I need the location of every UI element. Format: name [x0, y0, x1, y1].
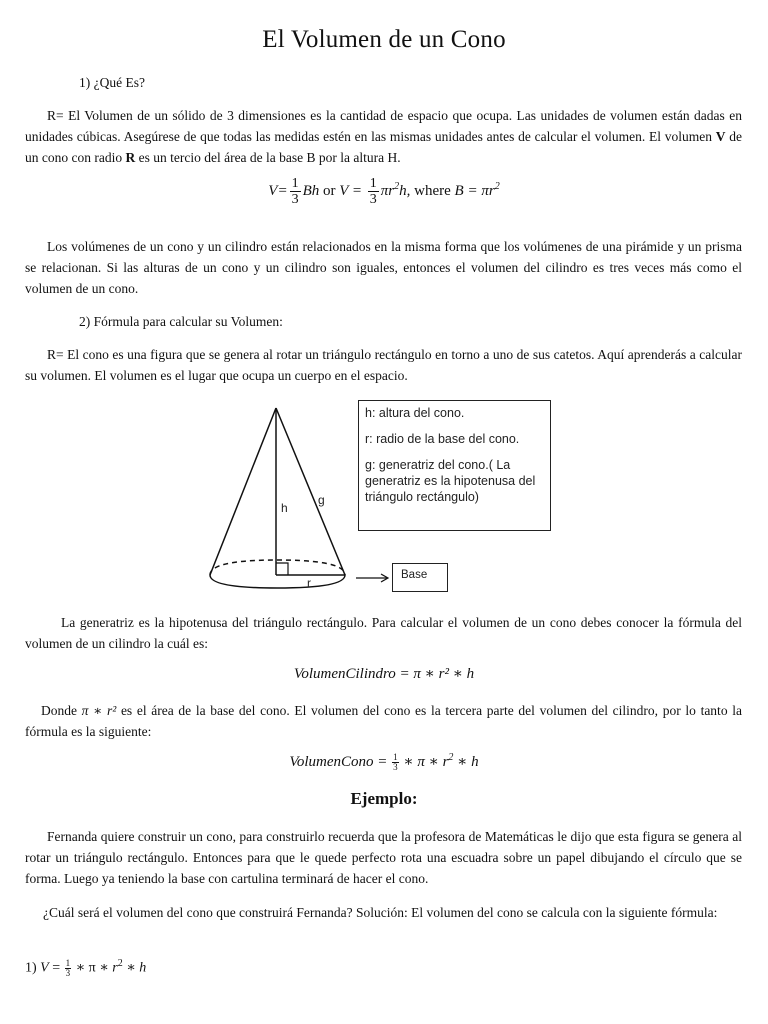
paragraph-generatrix: La generatriz es la hipotenusa del triángulo rectángulo. Para calcular el volumen de un cono debes conocer la fórmula del volumen de un cilindro la cuál es:	[25, 615, 742, 651]
paragraph-definition: R= El Volumen de un sólido de 3 dimensiones es la cantidad de espacio que ocupa. Las unidades de volumen están dadas en unidades cúbicas. Asegúrese de que todas las medidas estén en las mismas unidades antes de calcular el volumen. El volumen V de un cono con radio R es un tercio del área de la base B por la altura H.	[25, 108, 742, 165]
section-heading-que-es: 1) ¿Qué Es?	[79, 75, 145, 90]
paragraph-base-area: Donde π ∗ r² es el área de la base del cono. El volumen del cono es la tercera parte del volumen del cilindro, por lo tanto la fórmula es la siguiente:	[25, 703, 742, 739]
paragraph-cone-cylinder: Los volúmenes de un cono y un cilindro están relacionados en la misma forma que los volúmenes de una pirámide y un prisma se relacionan. Si las alturas de un cono y un cilindro son iguales, entonces el volumen del cilindro es tres veces más como el volumen de un cono.	[25, 239, 742, 296]
formula-volume-cylinder: VolumenCilindro = π ∗ r² ∗ h	[293, 666, 475, 682]
page-title: El Volumen de un Cono	[262, 26, 506, 53]
base-label-box: Base	[392, 563, 448, 592]
label-r: r	[307, 576, 311, 590]
cone-generatrix-line	[276, 408, 345, 575]
example-heading: Ejemplo:	[350, 789, 418, 808]
arrow-icon	[355, 572, 391, 584]
cone-diagram	[200, 400, 360, 595]
label-g: g	[318, 493, 325, 507]
paragraph-cone-generation: R= El cono es una figura que se genera al rotar un triángulo rectángulo en torno a uno de sus catetos. Aquí aprenderás a calcular su volumen. El volumen es el lugar que ocupa un cuerpo en el espacio.	[25, 347, 742, 383]
cone-base-front	[210, 575, 345, 588]
figure-legend-box	[358, 400, 551, 531]
legend-g: g: generatriz del cono.( La generatriz es la hipotenusa del triángulo rectángulo)	[365, 458, 536, 504]
formula-volume-cone: V= $\frac{1}{3}$ Bh or V = $\frac{1}{3}$ $\pi r^2h$, where $B = \pi r^2$	[268, 176, 500, 207]
cone-base-back	[210, 560, 345, 575]
right-angle-mark	[276, 563, 288, 575]
example-step-formula: 1) V = $\frac{1}{3}$ ∗ π ∗ $r^2$ ∗ h	[25, 957, 147, 978]
formula-volume-cone-final: VolumenCono = $\frac{1}{3}$ ∗ π ∗ $r^2$ ∗ h	[289, 752, 479, 773]
label-h: h	[281, 501, 288, 515]
paragraph-example-story: Fernanda quiere construir un cono, para construirlo recuerda que la profesora de Matemáticas le dijo que esta figura se genera al rotar un triángulo rectángulo. Entonces para que le quede perfecto rota una escuadra sobre un papel dibujando el círculo que se forma. Luego ya teniendo la base con cartulina terminará de hacer el cono.	[25, 829, 742, 886]
legend-h: h: altura del cono.	[365, 406, 465, 420]
legend-r: r: radio de la base del cono.	[365, 432, 520, 446]
paragraph-example-question: ¿Cuál será el volumen del cono que construirá Fernanda? Solución: El volumen del cono se calcula con la siguiente fórmula:	[43, 905, 718, 920]
cone-left-side	[210, 408, 276, 575]
section-heading-formula: 2) Fórmula para calcular su Volumen:	[79, 314, 283, 329]
